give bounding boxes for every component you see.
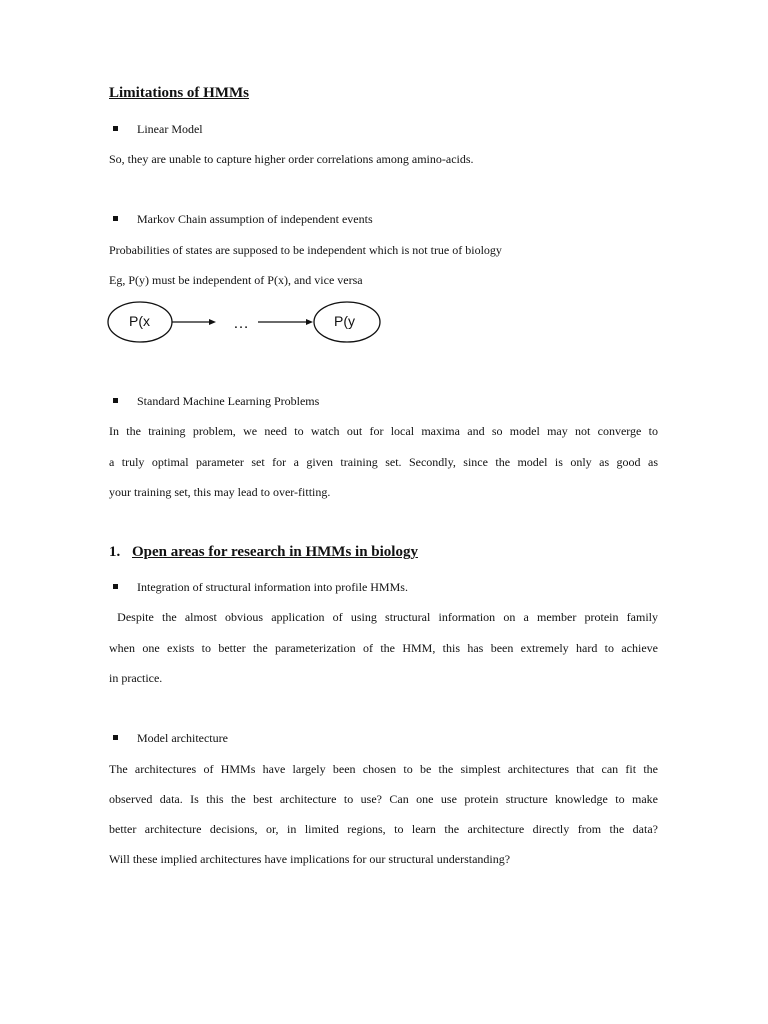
bullet-square-icon <box>113 735 118 740</box>
arrow-left-head <box>209 319 216 325</box>
heading-title: Open areas for research in HMMs in biology <box>132 544 418 560</box>
heading-number: 1. <box>109 544 121 560</box>
paragraph-ml-line-3: your training set, this may lead to over-fitting. <box>109 485 331 499</box>
node-py-label: P(y <box>334 313 355 329</box>
paragraph-structural-line-1: Despite the almost obvious application of using structural information on a member protein family <box>109 610 658 624</box>
bullet-square-icon <box>113 398 118 403</box>
node-px-label: P(x <box>129 313 150 329</box>
heading-open-areas <box>109 544 418 561</box>
paragraph-architecture-line-4: Will these implied architectures have implications for our structural understanding? <box>109 852 511 866</box>
ellipsis-label: … <box>233 315 249 332</box>
bullet-square-icon <box>113 584 118 589</box>
paragraph-architecture-line-1: The architectures of HMMs have largely been chosen to be the simplest architectures that can fit the <box>109 762 658 776</box>
paragraph-structural-line-2: when one exists to better the parameterization of the HMM, this has been extremely hard to achieve <box>109 641 658 655</box>
paragraph-markov-line-1: Probabilities of states are supposed to be independent which is not true of biology <box>109 243 502 257</box>
bullet-square-icon <box>113 216 118 221</box>
paragraph-linear-model: So, they are unable to capture higher order correlations among amino-acids. <box>109 152 474 166</box>
independence-diagram <box>100 294 400 354</box>
arrow-right-head <box>306 319 313 325</box>
paragraph-structural-line-3: in practice. <box>109 671 163 685</box>
paragraph-architecture-line-2: observed data. Is this the best architecture to use? Can one use protein structure knowledge to make <box>109 792 658 806</box>
paragraph-markov-line-2: Eg, P(y) must be independent of P(x), and vice versa <box>109 273 363 287</box>
paragraph-architecture-line-3: better architecture decisions, or, in limited regions, to learn the architecture directly from the data? <box>109 822 658 836</box>
document-page: Limitations of HMMs Linear Model So, they are unable to capture higher order correlations among amino-acids. Markov Chain assumption of independent events Probabilities of states are supposed to be independent which is not true of biology Eg, P(y) must be independent of P(x), and vice versa P(x … P(y Standard Machine Learning Problems In the training problem, we need to watch out for local maxima and so model may not converge to a truly optimal parameter set for a given training set. Secondly, since the model is only as good as your training set, this may lead to over-fitting. 1. Open areas for research in HMMs in biology Integration of structural information into profile HMMs. Despite the almost obvious application of using structural information on a member protein family when one exists to better the parameterization of the HMM, this has been extremely hard to achieve in practice. Model architecture The architectures of HMMs have largely been chosen to be the simplest architectures that can fit the observed data. Is this the best architecture to use? Can one use protein structure knowledge to make better architecture decisions, or, in limited regions, to learn the architecture directly from the data? Will these implied architectures have implications for our structural understanding? <box>0 0 768 1024</box>
bullet-square-icon <box>113 126 118 131</box>
paragraph-ml-line-2: a truly optimal parameter set for a given training set. Secondly, since the model is only as good as <box>109 455 658 469</box>
paragraph-ml-line-1: In the training problem, we need to watch out for local maxima and so model may not converge to <box>109 424 658 438</box>
heading-limitations: Limitations of HMMs <box>109 85 249 101</box>
